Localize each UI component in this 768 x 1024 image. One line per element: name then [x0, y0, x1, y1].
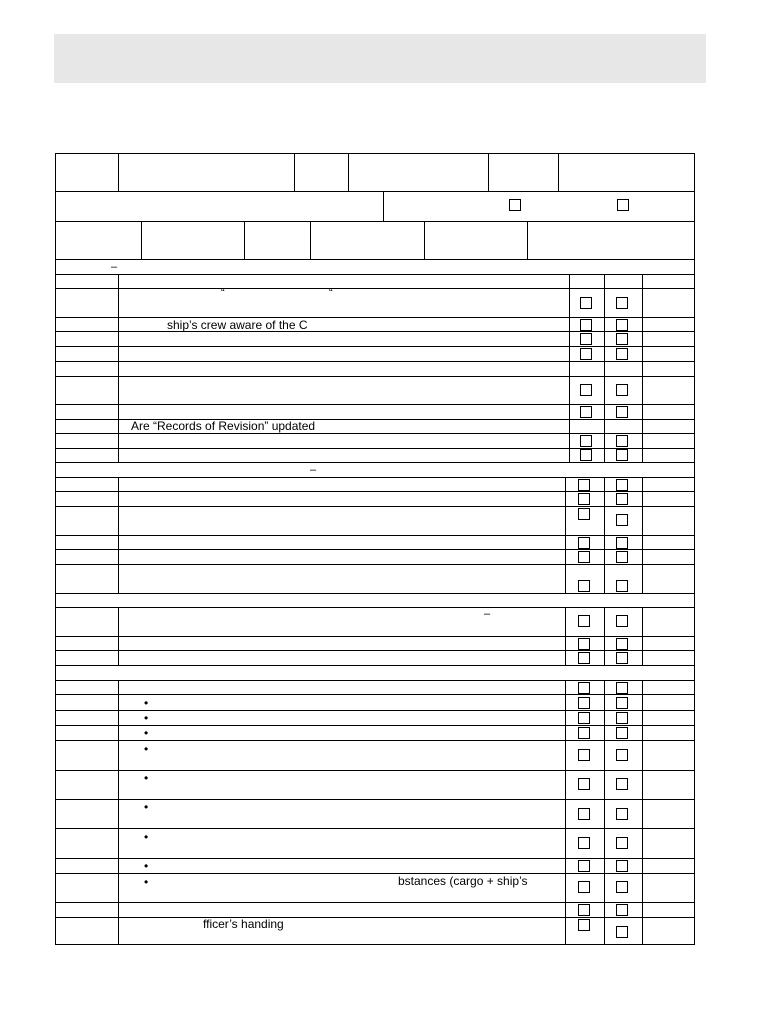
header-rule — [55, 221, 695, 222]
yes-checkbox[interactable] — [578, 904, 590, 916]
yes-checkbox[interactable] — [578, 697, 590, 709]
yes-checkbox[interactable] — [580, 406, 592, 418]
row-rule — [55, 346, 695, 347]
row-rule — [55, 404, 695, 405]
row-rule — [55, 607, 695, 608]
no-checkbox[interactable] — [616, 580, 628, 592]
yes-checkbox[interactable] — [580, 435, 592, 447]
no-checkbox[interactable] — [616, 537, 628, 549]
yes-checkbox[interactable] — [578, 860, 590, 872]
yes-checkbox[interactable] — [578, 727, 590, 739]
header-divider — [141, 221, 142, 259]
header-checkbox[interactable] — [617, 199, 629, 211]
col-divider — [565, 477, 566, 593]
yes-checkbox[interactable] — [578, 682, 590, 694]
row-text: ship’s crew aware of the C — [167, 318, 308, 332]
no-checkbox[interactable] — [616, 479, 628, 491]
row-text: bstances (cargo + ship’s — [398, 874, 528, 888]
no-checkbox[interactable] — [616, 860, 628, 872]
row-rule — [55, 740, 695, 741]
quote-mark: “ — [221, 287, 225, 299]
row-rule — [55, 902, 695, 903]
yes-checkbox[interactable] — [578, 580, 590, 592]
header-checkbox[interactable] — [509, 199, 521, 211]
row-rule — [55, 593, 695, 594]
no-checkbox[interactable] — [616, 652, 628, 664]
col-divider — [604, 680, 605, 945]
no-checkbox[interactable] — [616, 435, 628, 447]
yes-checkbox[interactable] — [578, 837, 590, 849]
yes-checkbox[interactable] — [578, 479, 590, 491]
no-checkbox[interactable] — [616, 551, 628, 563]
col-divider — [118, 680, 119, 945]
bullet: • — [144, 696, 149, 710]
no-checkbox[interactable] — [616, 333, 628, 345]
col-divider — [604, 607, 605, 665]
col-divider — [118, 477, 119, 593]
bullet: • — [144, 875, 149, 889]
row-rule — [55, 506, 695, 507]
row-rule — [55, 288, 695, 289]
row-rule — [55, 274, 695, 275]
yes-checkbox[interactable] — [578, 551, 590, 563]
row-rule — [55, 549, 695, 550]
yes-checkbox[interactable] — [578, 615, 590, 627]
quote-mark: “ — [329, 287, 333, 299]
yes-checkbox[interactable] — [580, 449, 592, 461]
bullet: • — [144, 859, 149, 873]
yes-checkbox[interactable] — [580, 348, 592, 360]
header-rule — [55, 191, 695, 192]
yes-checkbox[interactable] — [578, 652, 590, 664]
no-checkbox[interactable] — [616, 449, 628, 461]
row-rule — [55, 694, 695, 695]
row-rule — [55, 477, 695, 478]
bullet: • — [144, 742, 149, 756]
yes-checkbox[interactable] — [578, 808, 590, 820]
yes-checkbox[interactable] — [578, 749, 590, 761]
header-divider — [294, 153, 295, 191]
yes-checkbox[interactable] — [578, 712, 590, 724]
no-checkbox[interactable] — [616, 615, 628, 627]
row-rule — [55, 535, 695, 536]
no-checkbox[interactable] — [616, 638, 628, 650]
bullet: • — [144, 726, 149, 740]
header-divider — [118, 153, 119, 191]
section-dash: – — [310, 464, 317, 476]
yes-checkbox[interactable] — [578, 778, 590, 790]
row-rule — [55, 680, 695, 681]
col-divider — [642, 274, 643, 462]
yes-checkbox[interactable] — [578, 919, 590, 931]
col-divider — [565, 680, 566, 945]
row-rule — [55, 361, 695, 362]
no-checkbox[interactable] — [616, 348, 628, 360]
col-divider — [642, 607, 643, 665]
col-divider — [118, 274, 119, 462]
yes-checkbox[interactable] — [580, 384, 592, 396]
no-checkbox[interactable] — [616, 514, 628, 526]
row-rule — [55, 433, 695, 434]
no-checkbox[interactable] — [616, 712, 628, 724]
header-divider — [424, 221, 425, 259]
row-rule — [55, 799, 695, 800]
header-divider — [383, 191, 384, 221]
yes-checkbox[interactable] — [578, 537, 590, 549]
section-dash: – — [484, 608, 491, 620]
row-rule — [55, 331, 695, 332]
no-checkbox[interactable] — [616, 697, 628, 709]
header-divider — [310, 221, 311, 259]
row-rule — [55, 636, 695, 637]
col-divider — [604, 274, 605, 462]
header-divider — [558, 153, 559, 191]
col-divider — [118, 607, 119, 665]
row-text: Are “Records of Revision” updated — [131, 419, 316, 433]
no-checkbox[interactable] — [616, 926, 628, 938]
no-checkbox[interactable] — [616, 904, 628, 916]
row-rule — [55, 564, 695, 565]
col-divider — [642, 477, 643, 593]
header-bar — [54, 34, 706, 83]
no-checkbox[interactable] — [616, 749, 628, 761]
row-rule — [55, 448, 695, 449]
yes-checkbox[interactable] — [578, 508, 590, 520]
section-dash: – — [111, 261, 118, 273]
no-checkbox[interactable] — [616, 727, 628, 739]
row-rule — [55, 917, 695, 918]
no-checkbox[interactable] — [616, 406, 628, 418]
row-text: fficer’s handing — [203, 917, 284, 931]
no-checkbox[interactable] — [616, 837, 628, 849]
header-divider — [244, 221, 245, 259]
yes-checkbox[interactable] — [580, 319, 592, 331]
yes-checkbox[interactable] — [578, 493, 590, 505]
header-divider — [348, 153, 349, 191]
col-divider — [569, 274, 570, 462]
no-checkbox[interactable] — [616, 682, 628, 694]
no-checkbox[interactable] — [616, 808, 628, 820]
bullet: • — [144, 711, 149, 725]
no-checkbox[interactable] — [616, 297, 628, 309]
row-rule — [55, 873, 695, 874]
bullet: • — [144, 800, 149, 814]
row-rule — [55, 828, 695, 829]
row-rule — [55, 710, 695, 711]
no-checkbox[interactable] — [616, 881, 628, 893]
yes-checkbox[interactable] — [578, 881, 590, 893]
row-rule — [55, 665, 695, 666]
row-rule — [55, 491, 695, 492]
no-checkbox[interactable] — [616, 319, 628, 331]
row-rule — [55, 725, 695, 726]
header-divider — [488, 153, 489, 191]
yes-checkbox[interactable] — [578, 638, 590, 650]
no-checkbox[interactable] — [616, 384, 628, 396]
header-rule — [55, 259, 695, 260]
row-rule — [55, 317, 695, 318]
row-rule — [55, 650, 695, 651]
yes-checkbox[interactable] — [580, 297, 592, 309]
col-divider — [565, 607, 566, 665]
no-checkbox[interactable] — [616, 493, 628, 505]
bullet: • — [144, 771, 149, 785]
row-rule — [55, 376, 695, 377]
col-divider — [604, 477, 605, 593]
col-divider — [642, 680, 643, 945]
row-rule — [55, 770, 695, 771]
no-checkbox[interactable] — [616, 778, 628, 790]
row-rule — [55, 462, 695, 463]
bullet: • — [144, 830, 149, 844]
row-rule — [55, 858, 695, 859]
header-divider — [527, 221, 528, 259]
yes-checkbox[interactable] — [580, 333, 592, 345]
